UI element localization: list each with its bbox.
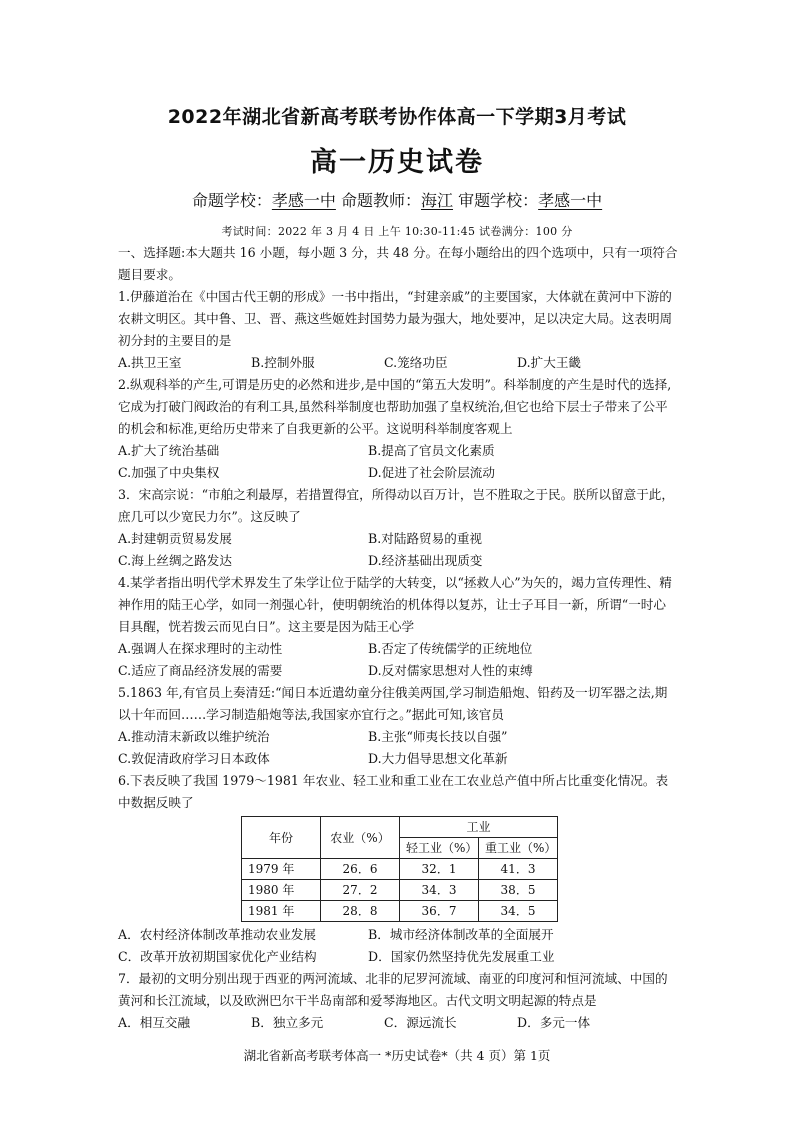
options-row — [118, 440, 678, 462]
options-row — [118, 352, 678, 374]
option: D.反对儒家思想对人性的束缚 — [368, 663, 533, 678]
option: D.促进了社会阶层流动 — [368, 465, 495, 480]
option: C.加强了中央集权 — [118, 465, 220, 480]
option: B.主张“师夷长技以自强” — [368, 729, 508, 744]
question-stem: 1.伊藤道治在《中国古代王朝的形成》一书中指出，“封建亲戚”的主要国家，大体就在黄河中下游的农耕文明区。其中鲁、卫、晋、燕这些姬姓封国势力最为强大，地处要冲，足以决定大局。这表明周初分封的主要目的是 — [118, 289, 673, 348]
table-header-light: 轻工业（%） — [400, 838, 479, 859]
option: B.控制外服 — [251, 355, 315, 370]
option: A．农村经济体制改革推动农业发展 — [118, 927, 317, 942]
table-cell-agri: 26．6 — [321, 859, 400, 880]
table-row — [242, 901, 558, 922]
table-cell-agri: 27．2 — [321, 880, 400, 901]
options-row — [118, 638, 678, 660]
options-row — [118, 660, 678, 682]
table-cell-light: 36．7 — [400, 901, 479, 922]
option: A.拱卫王室 — [118, 355, 182, 370]
table-header-year: 年份 — [242, 817, 321, 859]
option: A.封建朝贡贸易发展 — [118, 531, 232, 546]
table-cell-light: 34．3 — [400, 880, 479, 901]
table-header-heavy: 重工业（%） — [479, 838, 558, 859]
option: C．源远流长 — [384, 1015, 457, 1030]
teacher-name: 海江 — [421, 191, 454, 210]
option: C.海上丝绸之路发达 — [118, 553, 232, 568]
options-row — [118, 528, 678, 550]
table-header-industry: 工业 — [400, 817, 558, 838]
options-row — [118, 550, 678, 572]
school-name: 孝感一中 — [271, 191, 336, 210]
question-stem: 3．宋高宗说：“市舶之利最厚，若措置得宜，所得动以百万计，岂不胜取之于民。朕所以留意于此，庶几可以少宽民力尔”。这反映了 — [118, 487, 674, 524]
option: C.适应了商品经济发展的需要 — [118, 663, 283, 678]
section-intro: 一、选择题:本大题共 16 小题，每小题 3 分，共 48 分。在每小题给出的四个选项中，只有一项符合题目要求。 — [118, 245, 678, 282]
table-cell-heavy: 34．5 — [479, 901, 558, 922]
question-stem: 4.某学者指出明代学术界发生了朱学让位于陆学的大转变，以“拯救人心”为矢的，竭力宣传理性、精神作用的陆王心学，如同一剂强心针，使明朝统治的机体得以复苏，让士子耳目一新，所谓“一时心目具醒，恍若拨云而见白日”。这主要是因为陆王心学 — [118, 575, 672, 634]
option: C.敦促清政府学习日本政体 — [118, 751, 270, 766]
table-cell-heavy: 41．3 — [479, 859, 558, 880]
exam-title: 2022年湖北省新高考联考协作体高一下学期3月考试 — [167, 106, 627, 128]
option: D.扩大王畿 — [517, 355, 582, 370]
table-row — [242, 859, 558, 880]
question-stem: 7．最初的文明分别出现于西亚的两河流域、北非的尼罗河流域、南亚的印度河和恒河流域、中国的黄河和长江流域，以及欧洲巴尔干半岛南部和爱琴海地区。古代文明文明起源的特点是 — [118, 971, 668, 1008]
options-row — [118, 946, 678, 968]
options-row — [118, 748, 678, 770]
question-stem: 5.1863 年,有官员上奏清廷:“闻日本近遣幼童分往俄美两国,学习制造船炮、铅药及一切军器之法,期以十年而回……学习制造船炮等法,我国家亦宜行之。”据此可知,该官员 — [118, 685, 668, 722]
table-row — [242, 880, 558, 901]
options-row — [118, 924, 678, 946]
option: B.否定了传统儒学的正统地位 — [368, 641, 533, 656]
option: A.推动清末新政以维护统治 — [118, 729, 270, 744]
option: A.强调人在探求理时的主动性 — [118, 641, 283, 656]
production-share-table — [241, 816, 558, 922]
table-cell-light: 32．1 — [400, 859, 479, 880]
paper-title: 高一历史试卷 — [310, 147, 484, 178]
option: A.扩大了统治基础 — [118, 443, 220, 458]
table-cell-agri: 28．8 — [321, 901, 400, 922]
option: D．多元一体 — [517, 1015, 591, 1030]
option: D.大力倡导思想文化革新 — [368, 751, 508, 766]
page-footer: 湖北省新高考联考体高一 *历史试卷*（共 4 页）第 1页 — [243, 1048, 551, 1063]
option: C.笼络功臣 — [384, 355, 448, 370]
option: B.提高了官员文化素质 — [368, 443, 495, 458]
school-label: 命题学校： — [191, 191, 272, 210]
option: C．改革开放初期国家优化产业结构 — [118, 949, 317, 964]
table-cell-heavy: 38．5 — [479, 880, 558, 901]
table-cell-year: 1980 年 — [242, 880, 321, 901]
question-stem: 2.纵观科举的产生,可谓是历史的必然和进步,是中国的“第五大发明”。科举制度的产生是时代的选择,它成为打破门阀政治的有利工具,虽然科举制度也帮助加强了皇权统治,但它也给下层士子带来了公平的机会和标准,更给历史带来了自我更新的公平。这说明科举制度客观上 — [118, 377, 672, 436]
option: D．国家仍然坚持优先发展重工业 — [368, 949, 555, 964]
table-cell-year: 1981 年 — [242, 901, 321, 922]
table-cell-year: 1979 年 — [242, 859, 321, 880]
option: B．独立多元 — [251, 1015, 324, 1030]
authors-line — [0, 188, 794, 211]
option: A．相互交融 — [118, 1015, 191, 1030]
options-row — [118, 1012, 678, 1034]
option: B．城市经济体制改革的全面展开 — [368, 927, 554, 942]
teacher-label: 命题教师： — [340, 191, 421, 210]
exam-time-line: 考试时间：2022 年 3 月 4 日 上午 10:30-11:45 试卷满分：100 分 — [221, 225, 573, 238]
exam-content — [118, 242, 678, 1034]
options-row — [118, 726, 678, 748]
review-school: 孝感一中 — [538, 191, 603, 210]
options-row — [118, 462, 678, 484]
table-header-agri: 农业（%） — [321, 817, 400, 859]
question-stem: 6.下表反映了我国 1979～1981 年农业、轻工业和重工业在工农业总产值中所占比重变化情况。表中数据反映了 — [118, 773, 669, 810]
option: D.经济基础出现质变 — [368, 553, 483, 568]
option: B.对陆路贸易的重视 — [368, 531, 483, 546]
review-label: 审题学校： — [458, 191, 539, 210]
